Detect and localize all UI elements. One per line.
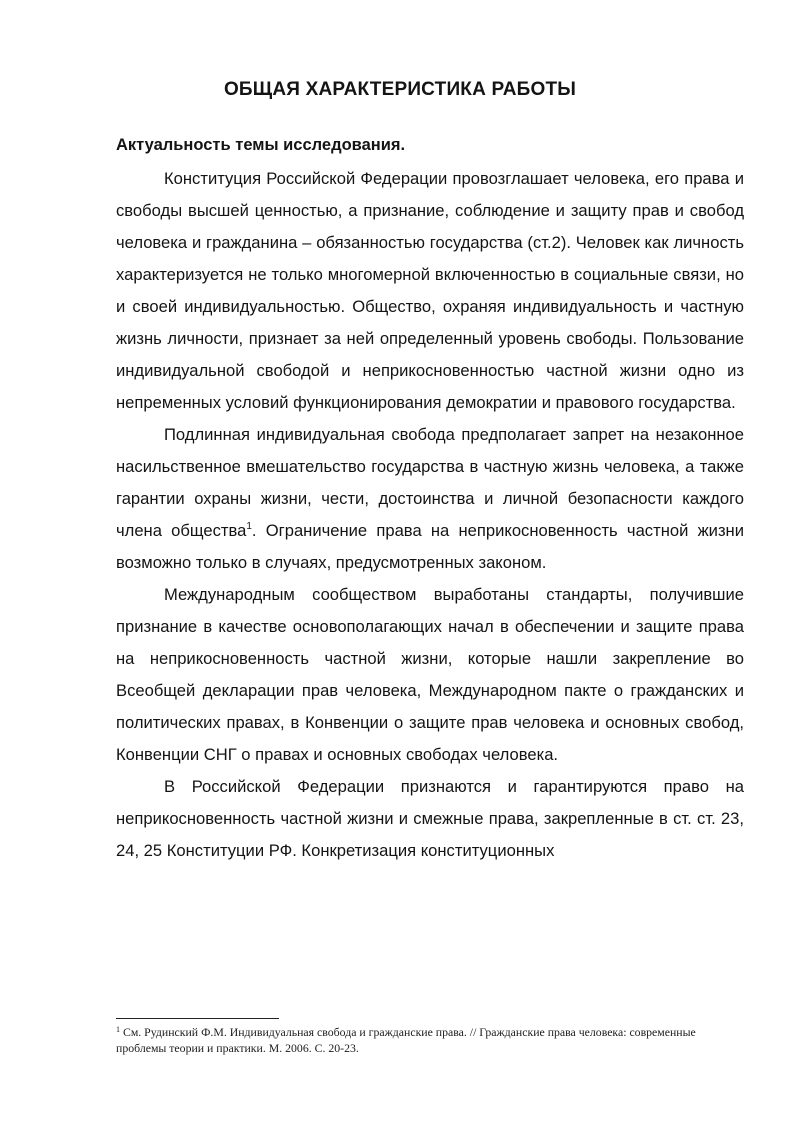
paragraph-constitution: Конституция Российской Федерации провозглашает человека, его права и свободы высшей ценностью, а признание, соблюдение и защиту прав и свобод человека и гражданина – обязанностью государства (ст.2). Человек как личность характеризуется не только многомерной включенностью в социальные связи, но и своей индивидуальностью. Общество, охраняя индивидуальность и частную жизнь личности, признает за ней определенный уровень свободы. Пользование индивидуальной свободой и неприкосновенностью частной жизни одно из непременных условий функционирования демократии и правового государства.	[116, 169, 744, 412]
body-text	[116, 163, 744, 867]
footnote-reference: 1	[246, 521, 252, 532]
paragraph-individual-freedom	[116, 419, 744, 579]
paragraph-text: . Ограничение права на неприкосновенность частной жизни возможно только в случаях, предусмотренных законом.	[116, 521, 744, 572]
section-heading: Актуальность темы исследования.	[116, 136, 406, 154]
paragraph-russian-federation: В Российской Федерации признаются и гарантируются право на неприкосновенность частной жизни и смежные права, закрепленные в ст. ст. 23, 24, 25 Конституции РФ. Конкретизация конституционных	[116, 777, 744, 860]
paragraph-international-standards: Международным сообществом выработаны стандарты, получившие признание в качестве основополагающих начал в обеспечении и защите права на неприкосновенность частной жизни, которые нашли закрепление во Всеобщей декларации прав человека, Международном пакте о гражданских и политических правах, в Конвенции о защите прав человека и основных свобод, Конвенции СНГ о правах и основных свободах человека.	[116, 585, 744, 764]
footnote-separator	[116, 1018, 279, 1019]
footnote	[116, 1024, 744, 1056]
footnote-text: См. Рудинский Ф.М. Индивидуальная свобода и гражданские права. // Гражданские права человека: современные проблемы теории и практики. М. 2006. С. 20-23.	[116, 1025, 696, 1055]
page-title: ОБЩАЯ ХАРАКТЕРИСТИКА РАБОТЫ	[223, 79, 577, 100]
paragraph-text: Подлинная индивидуальная свобода предполагает запрет на незаконное насильственное вмешательство государства в частную жизнь человека, а также гарантии охраны жизни, чести, достоинства и личной безопасности каждого члена общества	[116, 425, 744, 540]
footnote-marker: 1	[116, 1025, 120, 1034]
